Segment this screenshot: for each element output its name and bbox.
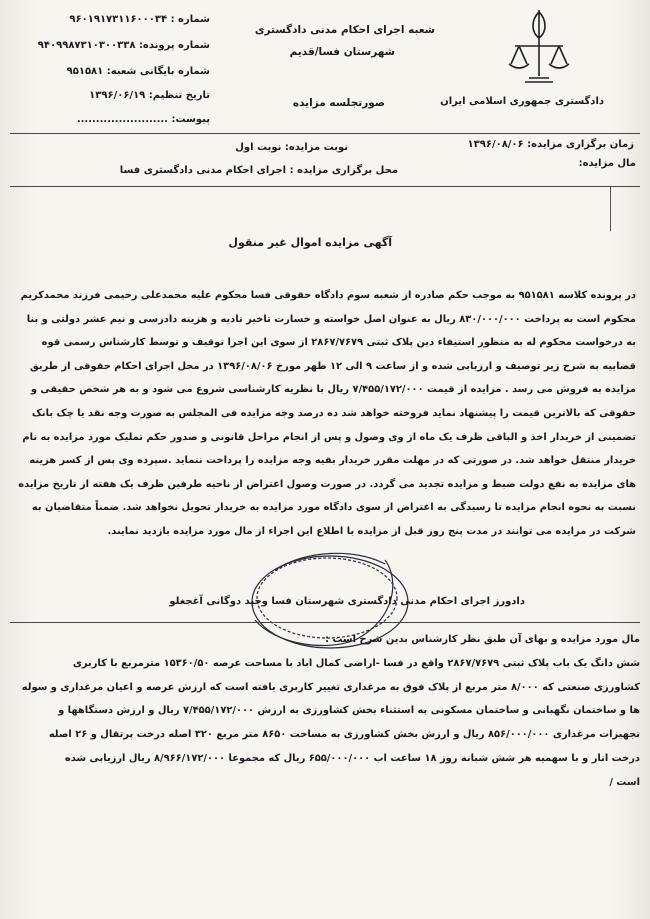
meta-attachment-label: پیوست:: [171, 114, 210, 125]
meta-archive-value: ۹۵۱۵۸۱: [66, 66, 104, 77]
notice-line: های مزایده به نفع دولت ضبط و مزایده تجدید می گردد. در صورت وصول اعتراض از ناحیه طرفین ظرف یک هفته از تاریخ مزایده: [18, 478, 636, 490]
property-line: کشاورزی صنعتی که ۸/۰۰۰ متر مربع از پلاک فوق به مرغداری تغییر کاربری یافته است که ارزش عرصه و اعیان مرغداری و سوله: [21, 681, 640, 693]
property-line: ها و ساختمان نگهبانی و ساختمان مسکونی به استثناء بخش کشاورزی به ارزش ۷/۴۵۵/۱۷۲/۰۰۰ ریال و ارزش دستگاهها و: [58, 705, 640, 717]
republic-title: دادگستری جمهوری اسلامی ایران: [440, 96, 604, 107]
notice-line: محکوم است به پرداخت ۸۳۰/۰۰۰/۰۰۰ ریال به عنوان اصل خواسته و خسارت تاخیر تادیه و هزینه دادرسی و نیم عشر دولتی و بنا: [26, 313, 636, 325]
notice-line: به درخواست محکوم له به منظور استیفاء دین پلاک ثبتی ۲۸۶۷/۷۶۷۹ از سوی این اجرا توقیف و توسط کارشناس رسمی قوه: [41, 337, 636, 349]
meta-attachment-value: ........................: [76, 114, 168, 125]
property-line: شش دانگ یک باب پلاک ثبتی ۲۸۶۷/۷۶۷۹ واقع در فسا -اراضی کمال اباد با مساحت عرصه ۱۵۳۶۰/۵۰ مترمربع با کاربری: [72, 657, 640, 669]
city-title: شهرستان فسا/قدیم: [289, 46, 395, 58]
meta-archive: [61, 66, 210, 77]
notice-body: [18, 284, 636, 544]
branch-title: شعبه اجرای احکام مدنی دادگستری: [254, 24, 435, 36]
meta-file: [32, 40, 210, 51]
notice-line: قضاییه به شرح زیر توصیف و ارزیابی شده و از ساعت ۹ الی ۱۲ ظهر مورخ ۱۳۹۶/۰۸/۰۶ در محل اجرای احکام حقوقی از طریق: [30, 360, 636, 372]
session-time: زمان برگزاری مزایده: ۱۳۹۶/۰۸/۰۶: [467, 139, 634, 150]
left-margin-line: [610, 186, 611, 231]
property-line: است /: [609, 776, 640, 788]
meta-archive-label: شماره بایگانی شعبه:: [106, 66, 210, 77]
notice-line: حقوقی که بالاترین قیمت را پیشنهاد نماید فروخته خواهد شد ده درصد وجه مزایده فی المجلس به صورت وجه نقد یا چک بانک: [31, 407, 636, 419]
notice-line: در پرونده کلاسه ۹۵۱۵۸۱ به موجب حکم صادره از شعبه سوم دادگاه حقوقی فسا محکوم علیه محمدعلی رحیمی فرزند محمدکریم: [20, 290, 636, 301]
meta-date-value: ۱۳۹۶/۰۶/۱۹: [89, 90, 146, 101]
meta-number: [63, 14, 210, 25]
signature-line: دادورز اجرای احکام مدنی دادگستری شهرستان فسا وحید دوگانی آغجغلو: [169, 596, 525, 607]
notice-line: خریدار منتقل خواهد شد. در صورتی که در مهلت مقرر خریدار بقیه وجه مزایده را پرداخت ننماید .سپرده وی پس از کسر هزینه: [29, 455, 636, 467]
judiciary-emblem-icon: [505, 6, 573, 86]
property-label: مال مزایده:: [578, 158, 636, 169]
property-line: تجهیزات مرغداری ۸۵۶/۰۰۰/۰۰۰ ریال و ارزش بخش کشاورزی به مساحت ۸۶۵۰ متر مربع ۳۲۰ اصله درخت پرتقال و ۲۶ اصله: [48, 729, 640, 741]
meta-date-label: تاریخ تنظیم:: [148, 90, 210, 101]
notice-line: تضمینی از خریدار اخذ و الباقی ظرف یک ماه از وی وصول و پس از انجام مراحل قانونی و صدور حکم تملیک مورد مزایده به نام: [22, 431, 636, 443]
meta-file-value: ۹۴۰۹۹۸۷۳۱۰۳۰۰۳۳۸: [37, 40, 136, 51]
session-divider: [10, 186, 640, 187]
header-divider: [10, 133, 640, 134]
notice-line: نسبت به نحوه انجام مزایده تا رسیدگی به اعتراض از سوی دادگاه مورد مزایده به خریدار تحویل نخواهد شد. ضمناً متقاضیان به: [31, 502, 636, 514]
auction-turn: نوبت مزایده: نوبت اول: [235, 142, 348, 153]
meta-file-label: شماره پرونده:: [138, 40, 210, 51]
property-line: مال مورد مزایده و بهای آن طبق نظر کارشناس بدین شرح است :: [325, 634, 640, 645]
meta-number-label: شماره :: [170, 14, 210, 25]
property-line: درخت انار و با سهمیه هر شش شبانه روز ۱۸ ساعت اب ۶۵۵/۰۰۰/۰۰۰ ریال که مجموعا ۸/۹۶۶/۱۷۲/۰۰۰ ریال ارزیابی شده: [64, 752, 640, 764]
property-description: [14, 628, 640, 795]
notice-line: شرکت در مزایده می توانند در مدت پنج روز قبل از مزایده با اطلاع این اجراء از مال مورد مزایده بازدید نمایند.: [107, 525, 636, 537]
meta-attachment: [71, 114, 210, 125]
meta-number-value: ۹۶۰۱۹۱۷۳۱۱۶۰۰۰۳۴: [69, 14, 168, 25]
meta-date: [83, 90, 210, 101]
auction-place: محل برگزاری مزایده : اجرای احکام مدنی دادگستری فسا: [119, 165, 398, 176]
notice-title: آگهی مزایده اموال غیر منقول: [228, 236, 392, 249]
notice-line: مزایده به فروش می رسد . مزایده از قیمت ۷/۴۵۵/۱۷۲/۰۰۰ ریال با نظریه کارشناسی شروع می شود و به هر شخص حقیقی و: [30, 384, 636, 396]
document-type: صورتجلسه مزایده: [292, 97, 385, 109]
signature-divider: [10, 622, 640, 623]
